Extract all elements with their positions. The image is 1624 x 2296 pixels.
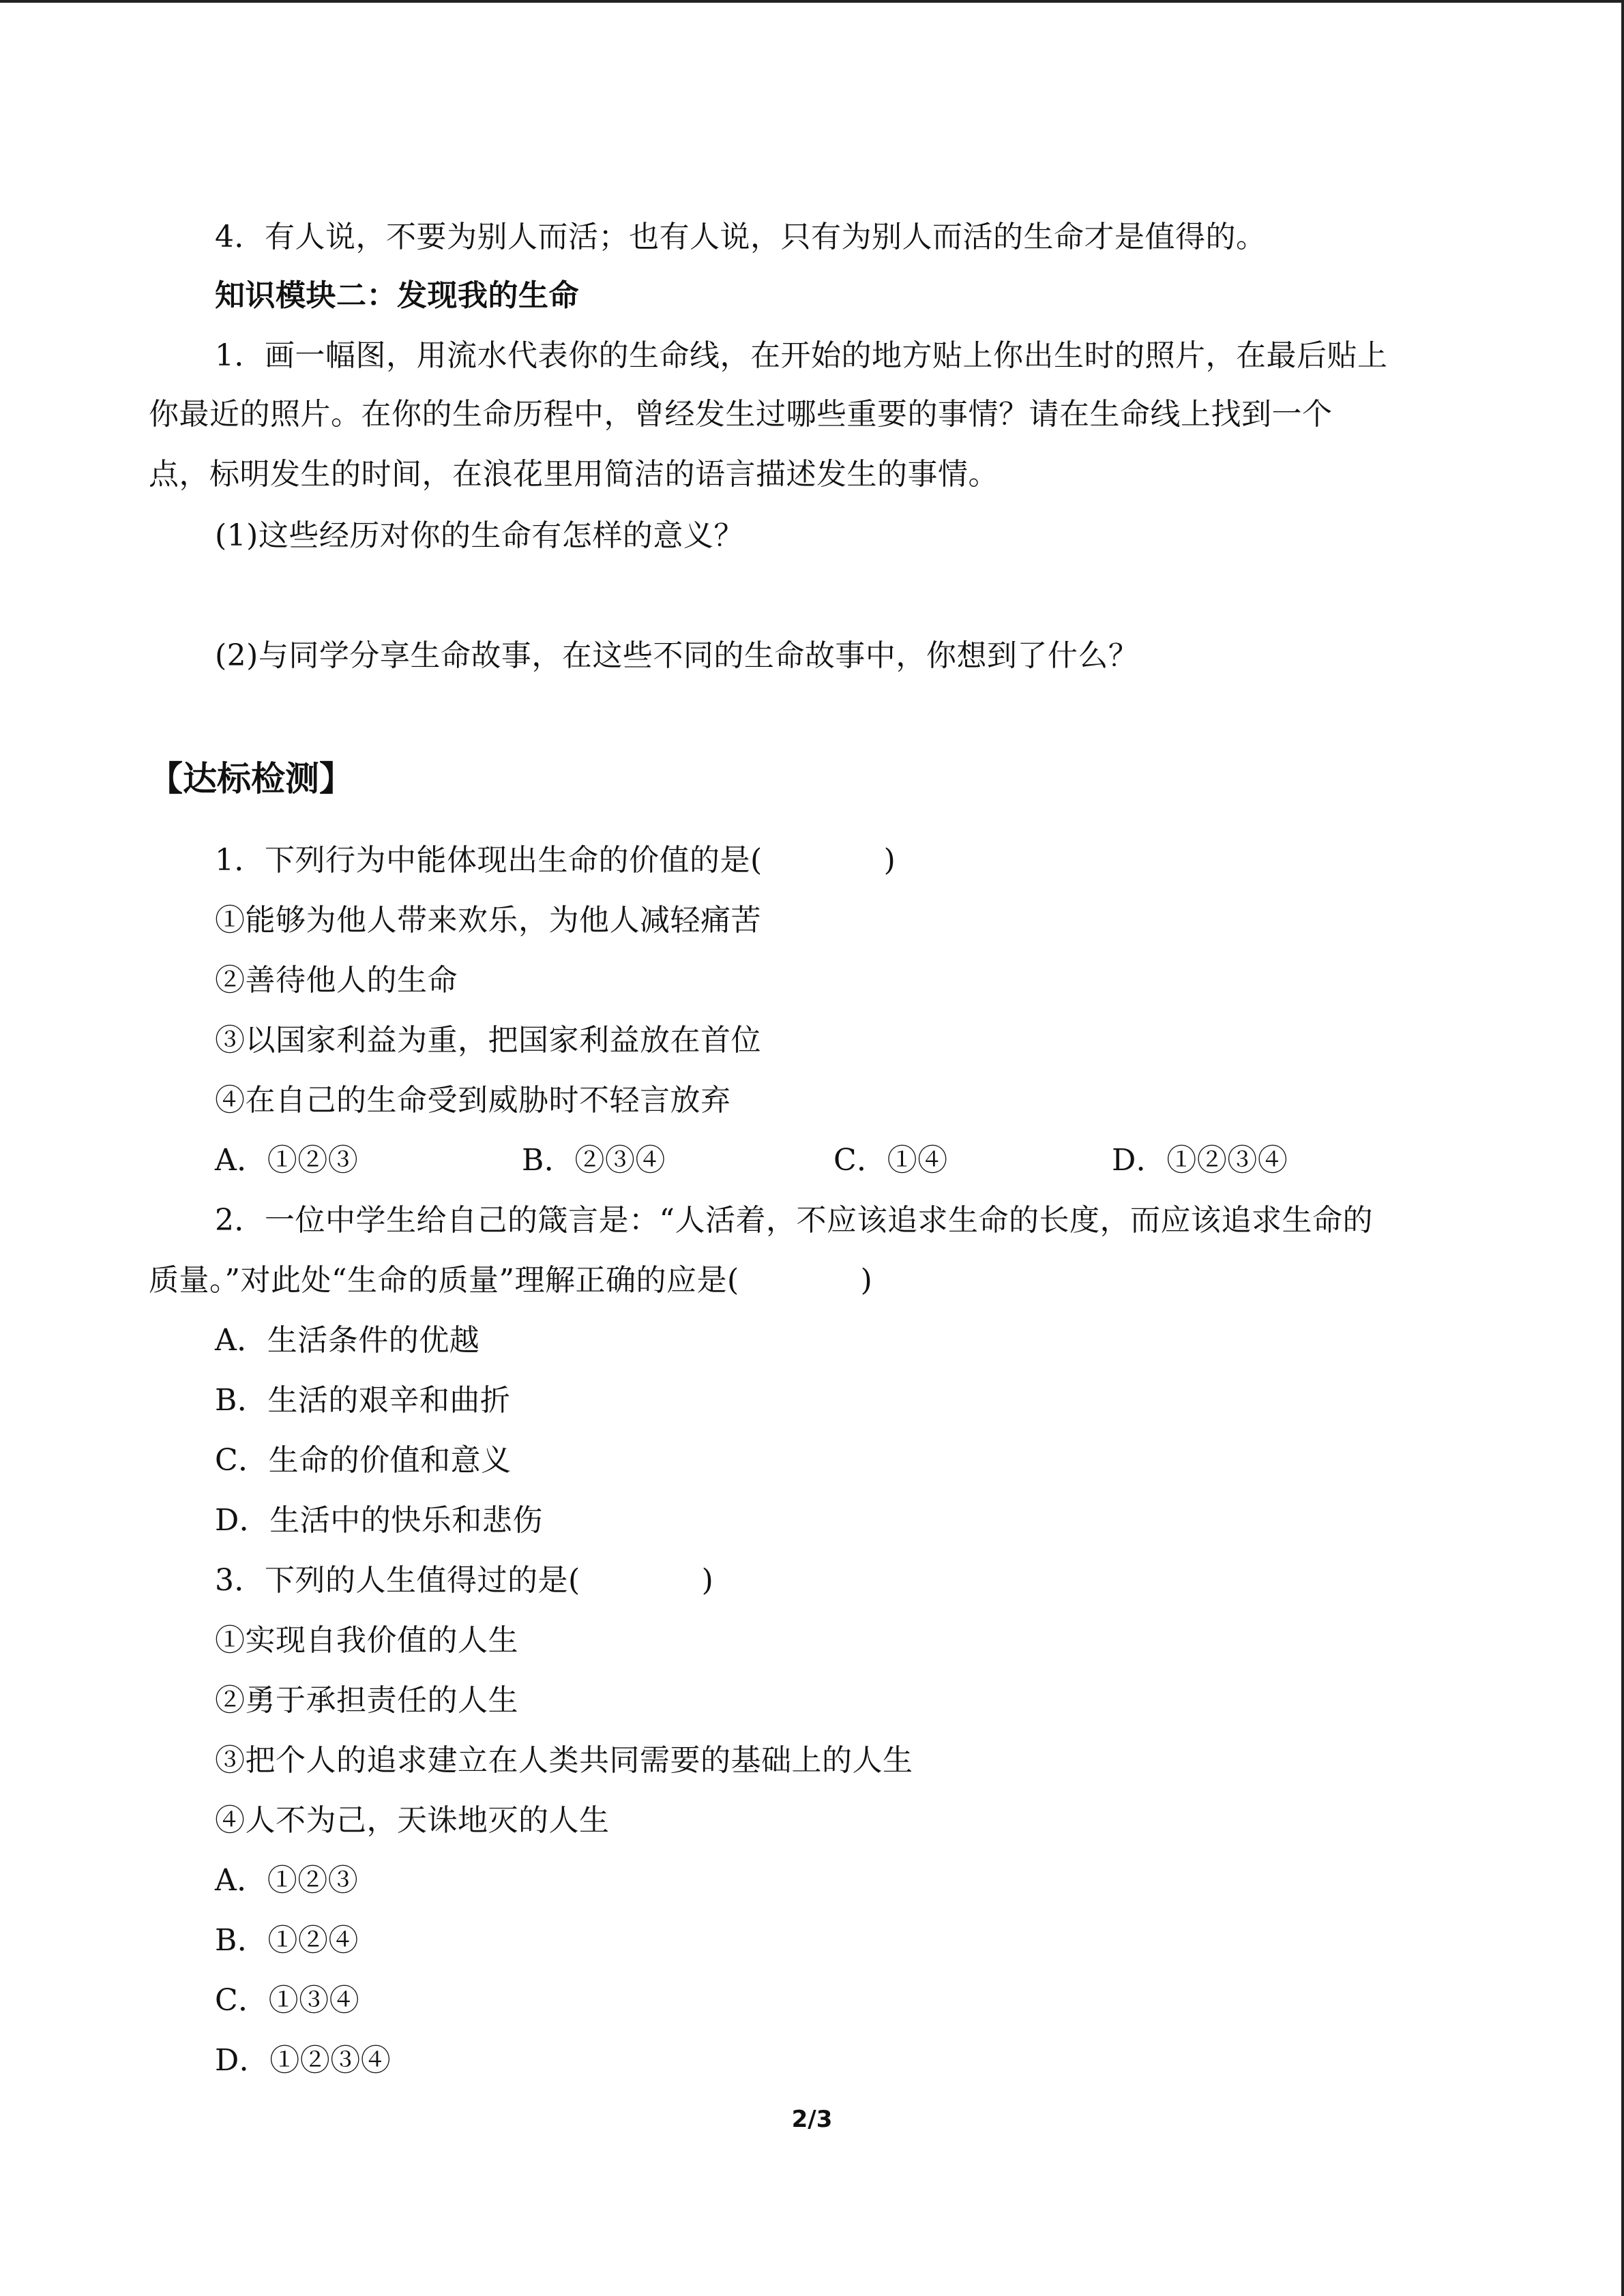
test-q3-item-2: ②勇于承担责任的人生: [215, 1683, 518, 1718]
test-q3-option-b: B．①②④: [215, 1923, 359, 1958]
module1-item-4: 4．有人说，不要为别人而活；也有人说，只有为别人而活的生命才是值得的。: [215, 220, 1267, 254]
test-q1-item-1: ①能够为他人带来欢乐，为他人减轻痛苦: [215, 903, 761, 938]
test-q2-stem-line2: 质量。”对此处“生命的质量”理解正确的应是( ): [149, 1263, 873, 1298]
test-q3-option-a: A．①②③: [215, 1863, 359, 1898]
test-q3-item-4: ④人不为己，天诛地灭的人生: [215, 1803, 610, 1838]
test-q2-stem-line1: 2．一位中学生给自己的箴言是：“人活着，不应该追求生命的长度，而应该追求生命的: [215, 1203, 1373, 1238]
test-q3-option-d: D．①②③④: [215, 2043, 392, 2078]
test-q1-option-d: D．①②③④: [1112, 1143, 1288, 1178]
module2-q1-line3: 点，标明发生的时间，在浪花里用简洁的语言描述发生的事情。: [149, 457, 999, 492]
test-q1-item-3: ③以国家利益为重，把国家利益放在首位: [215, 1023, 761, 1058]
test-q1-option-a: A．①②③: [215, 1143, 359, 1178]
top-border: [0, 0, 1624, 3]
test-q2-option-d: D．生活中的快乐和悲伤: [215, 1503, 543, 1538]
test-q3-item-1: ①实现自我价值的人生: [215, 1623, 518, 1658]
module2-q1-line1: 1．画一幅图，用流水代表你的生命线，在开始的地方贴上你出生时的照片，在最后贴上: [215, 338, 1388, 373]
test-section-title: 【达标检测】: [149, 759, 353, 799]
right-border: [1621, 0, 1624, 2296]
module2-sub-question-2: (2)与同学分享生命故事，在这些不同的生命故事中，你想到了什么？: [215, 638, 1139, 673]
test-q1-item-2: ②善待他人的生命: [215, 963, 458, 998]
module2-q1-line2: 你最近的照片。在你的生命历程中，曾经发生过哪些重要的事情？请在生命线上找到一个: [149, 397, 1333, 432]
test-q3-stem: 3．下列的人生值得过的是( ): [215, 1563, 714, 1598]
test-q1-option-c: C．①④: [833, 1143, 948, 1178]
test-q3-option-c: C．①③④: [215, 1983, 360, 2018]
test-q1-option-b: B．②③④: [522, 1143, 666, 1178]
module2-sub-question-1: (1)这些经历对你的生命有怎样的意义？: [215, 518, 744, 553]
test-q2-option-a: A．生活条件的优越: [215, 1323, 480, 1358]
module2-heading: 知识模块二：发现我的生命: [215, 278, 579, 313]
test-q1-item-4: ④在自己的生命受到威胁时不轻言放弃: [215, 1083, 731, 1118]
test-q2-option-c: C．生命的价值和意义: [215, 1443, 512, 1478]
test-q1-stem: 1．下列行为中能体现出生命的价值的是( ): [215, 843, 896, 878]
page-number: 2/3: [791, 2106, 833, 2133]
test-q3-item-3: ③把个人的追求建立在人类共同需要的基础上的人生: [215, 1743, 913, 1778]
test-q2-option-b: B．生活的艰辛和曲折: [215, 1383, 511, 1418]
